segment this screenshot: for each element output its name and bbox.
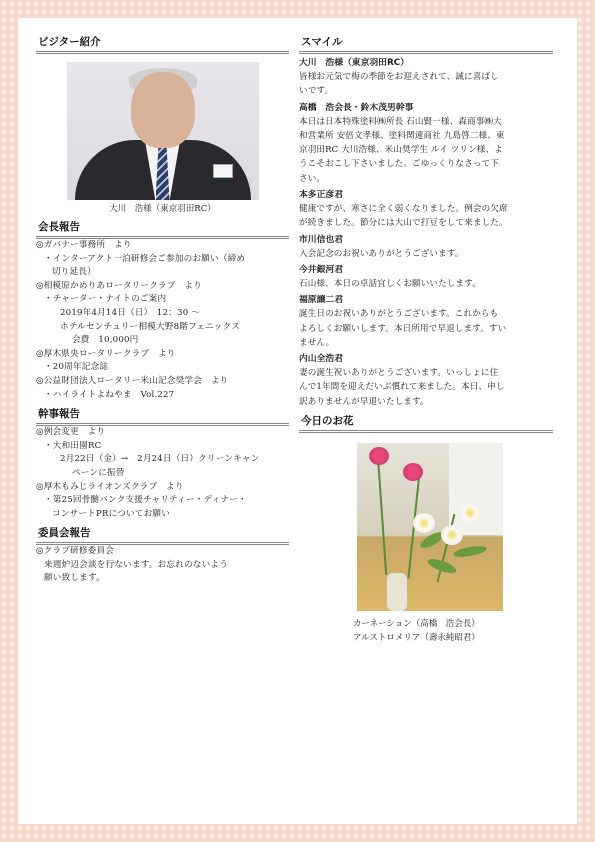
smile-entry-text: んで1年間を迎えだいぶ慣れて来ました。本日、申し xyxy=(299,382,505,393)
smile-entry-text: ません。 xyxy=(299,337,335,348)
right-column xyxy=(299,36,553,645)
smile-entry xyxy=(299,234,553,261)
flower-caption-line: カーネーション（高橋 浩会長） xyxy=(353,619,480,630)
flower-photo xyxy=(357,443,503,611)
president-report-line: ◎相模原かめりあロータリークラブ より xyxy=(36,280,202,291)
smile-entry-text: 和営業所 安倍文孝様、塗料関連商社 九島啓二様、東 xyxy=(299,130,505,141)
smile-entry xyxy=(299,294,553,350)
secretary-report-line: ◎例会変更 より xyxy=(36,427,106,438)
left-column xyxy=(36,36,289,586)
flower-caption xyxy=(353,617,553,645)
smile-entry xyxy=(299,264,553,291)
visitor-heading: ビジター紹介 xyxy=(36,36,289,54)
president-report-line: ・ハイライトよねやま Vol.227 xyxy=(44,389,175,400)
president-report-line: ホテルセンチュリー相模大野8階フェニックス xyxy=(60,321,240,332)
secretary-report-heading: 幹事報告 xyxy=(36,408,289,426)
president-report-line: ・チャーター・ナイトのご案内 xyxy=(44,294,167,305)
smile-entry-text: よろしくお願いします。本日所用で早退します。すい xyxy=(299,323,507,334)
president-report-line: ・インターアクト一泊研修会ご参加のお願い（締め xyxy=(44,253,246,264)
newsletter-page xyxy=(18,18,577,824)
president-report-line: 2019年4月14日（日） 12：30 ～ xyxy=(60,307,201,318)
president-report-line: 会費 10,000円 xyxy=(72,335,139,346)
president-report-heading: 会長報告 xyxy=(36,221,289,239)
committee-report-body xyxy=(36,545,289,586)
smile-entry-text: 本日は日本特殊塗料㈱所長 石山賢一様、森商事㈱大 xyxy=(299,116,502,127)
president-report-line: 切り延長） xyxy=(52,267,96,278)
smile-entry-text: が続きました。節分には大山で打豆をして来ました。 xyxy=(299,218,508,229)
smile-entry-name: 今井銀河君 xyxy=(299,264,343,275)
smile-entry-name: 内山全浩君 xyxy=(299,354,343,365)
flower-caption-line: アルストロメリア（壽永純昭君） xyxy=(353,633,480,644)
president-report-line: ◎ガバナー事務所 より xyxy=(36,240,132,250)
secretary-report-line: ・大和田園RC xyxy=(44,440,102,451)
smile-entry-name: 大川 浩様（東京羽田RC） xyxy=(299,58,409,68)
smile-entry xyxy=(299,57,553,99)
smile-entry-text: 誕生日のお祝いありがとうございます。これからも xyxy=(299,309,499,320)
visitor-photo xyxy=(67,62,259,200)
smile-entry-text: いです。 xyxy=(299,86,334,97)
president-report-line: ◎厚木県央ロータリークラブ より xyxy=(36,348,176,359)
president-report-line: ◎公益財団法人ロータリー米山記念奨学会 より xyxy=(36,375,229,386)
secretary-report-line: 2月22日（金）→ 2月24日（日）クリーンキャン xyxy=(60,454,260,465)
smile-entry-text: 健康ですが、寒さに全く弱くなりました。例会の欠席 xyxy=(299,204,508,215)
committee-report-line: 願い致します。 xyxy=(44,573,105,584)
secretary-report-line: ペーンに振替 xyxy=(72,467,125,478)
secretary-report-line: ◎厚木もみじライオンズクラブ より xyxy=(36,481,184,492)
smile-entry-text: 訳ありませんが早退いたします。 xyxy=(299,396,429,407)
smile-list xyxy=(299,57,553,409)
smile-entry xyxy=(299,189,553,231)
smile-entry xyxy=(299,353,553,409)
secretary-report-body xyxy=(36,426,289,521)
smile-entry-name: 高橋 浩会長・鈴木茂男幹事 xyxy=(299,102,414,113)
smile-entry-text: 妻の誕生祝いありがとうございます。いっしょに住 xyxy=(299,368,499,379)
smile-entry-text: うこそおこし下さいました。ごゆっくりなさって下 xyxy=(299,159,499,170)
secretary-report-line: コンサートPRについてお願い xyxy=(52,508,171,519)
smile-entry xyxy=(299,102,553,186)
smile-entry-name: 福原譲二君 xyxy=(299,295,343,306)
committee-report-line: 来週炉辺会談を行ないます。お忘れのないよう xyxy=(44,559,228,570)
smile-entry-name: 本多正彦君 xyxy=(299,190,343,201)
smile-entry-text: 入会記念のお祝いありがとうございます。 xyxy=(299,248,464,259)
smile-entry-text: さい。 xyxy=(299,173,326,184)
president-report-body xyxy=(36,239,289,402)
committee-report-line: ◎クラブ研修委員会 xyxy=(36,546,115,557)
secretary-report-line: ・第25回骨髄バンク支援チャリティー・ディナー・ xyxy=(44,495,247,506)
visitor-caption: 大川 浩様（東京羽田RC） xyxy=(109,204,216,214)
smile-entry-text: 皆様お元気で梅の季節をお迎えされて、誠に喜ばし xyxy=(299,72,499,82)
smile-entry-text: 京羽田RC 大川浩様、米山奨学生 ルイ ツリン様、よ xyxy=(299,145,503,156)
smile-heading: スマイル xyxy=(299,36,553,54)
smile-entry-name: 市川信也君 xyxy=(299,234,343,245)
president-report-line: ・20周年記念誌 xyxy=(44,362,109,373)
flower-heading: 今日のお花 xyxy=(299,415,553,433)
smile-entry-text: 石山様、本日の卓話宜しくお願いいたします。 xyxy=(299,278,481,289)
committee-report-heading: 委員会報告 xyxy=(36,527,289,545)
